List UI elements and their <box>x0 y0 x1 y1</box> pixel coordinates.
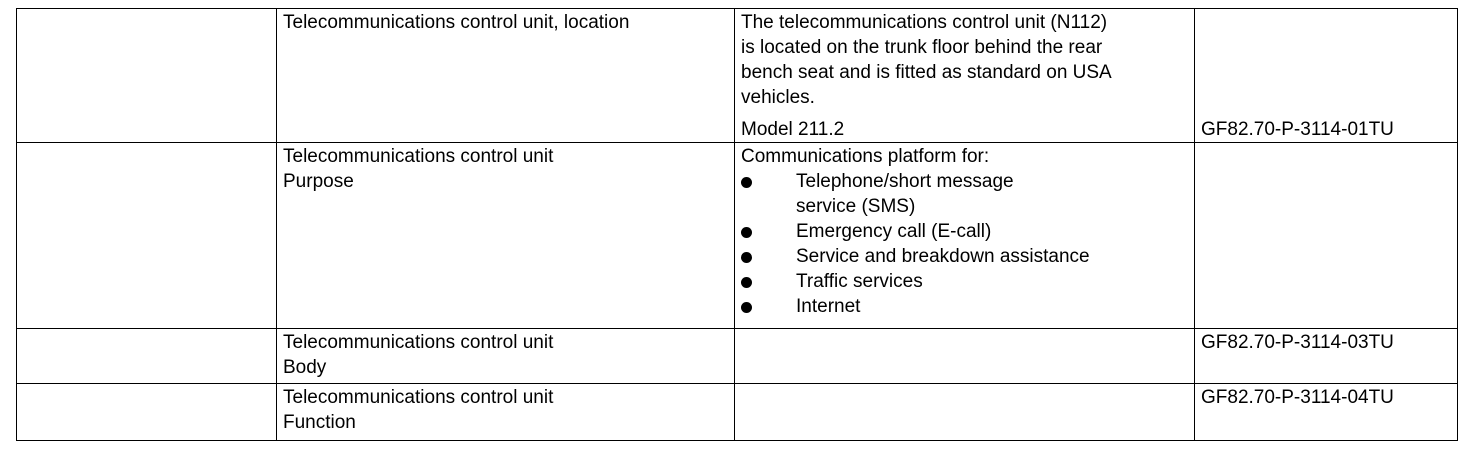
title-cell <box>277 143 735 329</box>
empty-cell <box>17 329 277 384</box>
row-title: Telecommunications control unit, location <box>283 12 630 33</box>
row-title: Telecommunications control unit <box>283 146 554 167</box>
empty-cell <box>17 9 277 143</box>
description-text: bench seat and is fitted as standard on USA <box>741 62 1112 83</box>
description-cell <box>735 384 1195 441</box>
empty-cell <box>17 143 277 329</box>
title-cell <box>277 384 735 441</box>
list-item <box>741 269 1188 294</box>
document-reference-link[interactable]: GF82.70-P-3114-03TU <box>1201 332 1394 353</box>
list-item <box>741 169 1188 219</box>
list-item-text: Emergency call (E-call) <box>796 221 992 242</box>
row-title: Telecommunications control unit <box>283 387 554 408</box>
description-intro: Communications platform for: <box>741 146 990 167</box>
list-item-text: Telephone/short message <box>796 171 1014 192</box>
empty-cell <box>17 384 277 441</box>
bullet-icon <box>741 227 752 238</box>
bullet-icon <box>741 277 752 288</box>
table-row <box>17 384 1458 441</box>
description-cell <box>735 329 1195 384</box>
row-title: Telecommunications control unit <box>283 332 554 353</box>
document-reference-link[interactable]: GF82.70-P-3114-01TU <box>1201 119 1394 140</box>
bullet-icon <box>741 252 752 263</box>
list-item-text: Service and breakdown assistance <box>796 246 1090 267</box>
row-subtitle: Body <box>283 357 327 378</box>
description-text: The telecommunications control unit (N112) <box>741 12 1108 33</box>
row-subtitle: Purpose <box>283 171 354 192</box>
document-table <box>16 8 1458 441</box>
bullet-icon <box>741 177 752 188</box>
title-cell <box>277 329 735 384</box>
description-text: vehicles. <box>741 87 815 108</box>
list-item <box>741 244 1188 269</box>
list-item-text: service (SMS) <box>796 196 916 217</box>
title-cell <box>277 9 735 143</box>
bullet-icon <box>741 302 752 313</box>
list-item <box>741 219 1188 244</box>
document-reference-link[interactable]: GF82.70-P-3114-04TU <box>1201 387 1394 408</box>
model-label: Model 211.2 <box>741 119 845 140</box>
reference-cell <box>1195 143 1458 329</box>
list-item <box>741 294 1188 319</box>
table-row <box>17 143 1458 329</box>
bullet-list <box>741 169 1188 319</box>
description-cell <box>735 143 1195 329</box>
table-row <box>17 9 1458 143</box>
reference-cell <box>1195 384 1458 441</box>
row-subtitle: Function <box>283 412 356 433</box>
list-item-text: Traffic services <box>796 271 923 292</box>
reference-cell <box>1195 329 1458 384</box>
description-cell <box>735 9 1195 143</box>
description-text: is located on the trunk floor behind the rear <box>741 37 1103 58</box>
table-row <box>17 329 1458 384</box>
reference-cell <box>1195 9 1458 143</box>
list-item-text: Internet <box>796 296 861 317</box>
